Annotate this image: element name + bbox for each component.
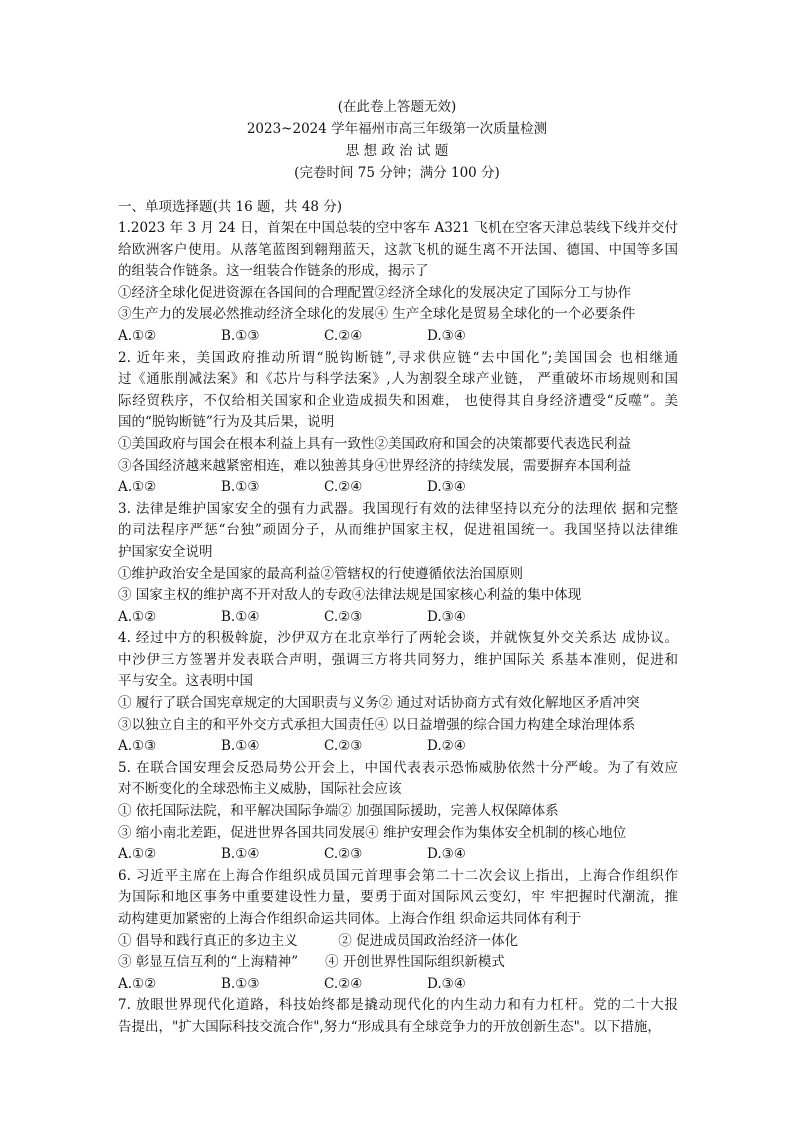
answer-option[interactable]: D.③④ [427, 479, 466, 496]
statement-line: ③ 彰显互信互利的“上海精神” ④ 开创世界性国际组织新模式 [118, 954, 505, 971]
statement-line: ③ 国家主权的维护离不开对敌人的专政④法律法规是国家核心利益的集中体现 [118, 587, 582, 604]
question-list [118, 196, 678, 1039]
statement-line: ① 履行了联合国宪章规定的大国职责与义务② 通过对话协商方式有效化解地区矛盾冲突 [118, 695, 640, 712]
question-stem-line: 3. 法律是维护国家安全的强有力武器。我国现行有效的法律坚持以充分的法理依 据和完整 [118, 500, 678, 517]
question-stem-line: 6. 习近平主席在上海合作组织成员国元首理事会第二十二次会议上指出，上海合作组织作 [118, 867, 678, 884]
exam-title: 2023~2024 学年福州市高三年级第一次质量检测 [246, 121, 548, 137]
answer-option[interactable]: C.②③ [324, 608, 363, 625]
question-stem-line: 动构建更加紧密的上海合作组织命运共同体。上海合作组 织命运共同体有利于 [118, 911, 582, 927]
answer-option[interactable]: B.①④ [221, 738, 260, 755]
question-2 [118, 348, 678, 499]
answer-option[interactable]: B.①④ [221, 608, 260, 625]
question-stem-line: 国的“脱钩断链”行为及其后果，说明 [118, 414, 335, 431]
question-stem-line: 为国际和地区事务中重要建设性力量，要勇于面对国际风云变幻，牢 牢把握时代潮流，推 [118, 889, 678, 906]
answer-option[interactable]: A.①② [118, 327, 157, 344]
answer-options [118, 477, 678, 499]
question-stem-line: 际经贸秩序，不仅给相关国家和企业造成损失和困难， 也使得其自身经济遭受“反噬”。美 [118, 392, 678, 409]
question-stem-line: 2. 近年来，美国政府推动所谓“脱钩断链”,寻求供应链“去中国化”;美国国会 也相继通 [118, 349, 678, 366]
answer-option[interactable]: D.③④ [427, 846, 466, 863]
answer-option[interactable]: C.②④ [324, 975, 363, 992]
answer-option[interactable]: D.③④ [427, 975, 466, 992]
question-stem-line: 给欧洲客户使用。从落笔蓝图到翱翔蓝天，这款飞机的诞生离不开法国、德国、中国等多国 [118, 241, 678, 258]
question-stem-line: 过《通胀削减法案》和《芯片与科学法案》,人为割裂全球产业链， 严重破坏市场规则和国 [118, 371, 678, 388]
answer-option[interactable]: A.①③ [118, 738, 157, 755]
answer-option[interactable]: C.②③ [324, 738, 363, 755]
statement-line: ① 倡导和践行真正的多边主义 ② 促进成员国政治经济一体化 [118, 932, 519, 949]
question-4 [118, 628, 678, 758]
notice: (在此卷上答题无效) [337, 99, 457, 115]
question-stem-line: 5. 在联合国安理会反恐局势公开会上，中国代表表示恐怖威胁依然十分严峻。为了有效应 [118, 759, 678, 776]
subject-title: 思 想 政 治 试 题 [345, 143, 449, 159]
answer-options [118, 607, 678, 629]
answer-option[interactable]: B.①③ [221, 975, 260, 992]
question-stem-line: 4. 经过中方的积极斡旋，沙伊双方在北京举行了两轮会谈，并就恢复外交关系达 成协议。 [118, 630, 678, 647]
answer-options [118, 974, 678, 996]
question-stem-line: 平与安全。这表明中国 [118, 673, 253, 690]
question-3 [118, 499, 678, 629]
statement-line: ③以独立自主的和平外交方式承担大国责任④ 以日益增强的综合国力构建全球治理体系 [118, 716, 636, 733]
statement-line: ①美国政府与国会在根本利益上具有一致性②美国政府和国会的决策都要代表选民利益 [118, 435, 631, 452]
statement-line: ③生产力的发展必然推动经济全球化的发展④ 生产全球化是贸易全球化的一个必要条件 [118, 306, 636, 323]
answer-option[interactable]: C.②④ [324, 479, 363, 496]
answer-option[interactable]: D.③④ [427, 327, 466, 344]
question-5 [118, 758, 678, 866]
time-info: (完卷时间 75 分钟；满分 100 分) [294, 165, 500, 181]
question-stem-line: 的司法程序严惩“台独”顽固分子，从而维护国家主权，促进祖国统一。我国坚持以法律维 [118, 522, 678, 539]
answer-option[interactable]: D.②④ [427, 738, 466, 755]
answer-option[interactable]: C.②③ [324, 846, 363, 863]
questions [118, 218, 678, 1039]
question-stem-line: 中沙伊三方签署并发表联合声明，强调三方将共同努力，维护国际关 系基本准则，促进和 [118, 651, 678, 668]
answer-option[interactable]: A.①② [118, 479, 157, 496]
question-stem-line: 的组装合作链条。这一组装合作链条的形成，揭示了 [118, 263, 429, 280]
answer-option[interactable]: A.①② [118, 975, 157, 992]
question-stem-line: 1.2023 年 3 月 24 日，首架在中国总装的空中客车 A321 飞机在空客天津总装线下线并交付 [118, 220, 678, 236]
question-stem-line: 对不断变化的全球恐怖主义威胁，国际社会应该 [118, 781, 402, 798]
question-6 [118, 866, 678, 996]
answer-option[interactable]: B.①④ [221, 846, 260, 863]
answer-option[interactable]: B.①③ [221, 479, 260, 496]
question-stem-line: 告提出，"扩大国际科技交流合作",努力“形成具有全球竞争力的开放创新生态"。以下措施， [118, 1018, 661, 1035]
answer-option[interactable]: B.①③ [221, 327, 260, 344]
statement-line: ③ 缩小南北差距，促进世界各国共同发展④ 维护安理会作为集体安全机制的核心地位 [118, 824, 627, 841]
answer-option[interactable]: A.①② [118, 846, 157, 863]
answer-options [118, 736, 678, 758]
answer-option[interactable]: A.①② [118, 608, 157, 625]
section-title: 一、单项选择题(共 16 题，共 48 分) [118, 199, 343, 215]
question-7 [118, 995, 678, 1038]
statement-line: ③各国经济越来越紧密相连，难以独善其身④世界经济的持续发展，需要摒弃本国利益 [118, 457, 631, 474]
answer-option[interactable]: D.③④ [427, 608, 466, 625]
statement-line: ①经济全球化促进资源在各国间的合理配置②经济全球化的发展决定了国际分工与协作 [118, 284, 631, 301]
question-1 [118, 218, 678, 348]
question-stem-line: 7. 放眼世界现代化道路，科技始终都是撬动现代化的内生动力和有力杠杆。党的二十大报 [118, 997, 678, 1014]
statement-line: ①维护政治安全是国家的最高利益②管辖权的行使遵循依法治国原则 [118, 565, 523, 582]
question-stem-line: 护国家安全说明 [118, 543, 213, 560]
answer-options [118, 326, 678, 348]
answer-options [118, 844, 678, 866]
statement-line: ① 依托国际法院，和平解决国际争端② 加强国际援助，完善人权保障体系 [118, 803, 559, 820]
answer-option[interactable]: C.②④ [324, 327, 363, 344]
